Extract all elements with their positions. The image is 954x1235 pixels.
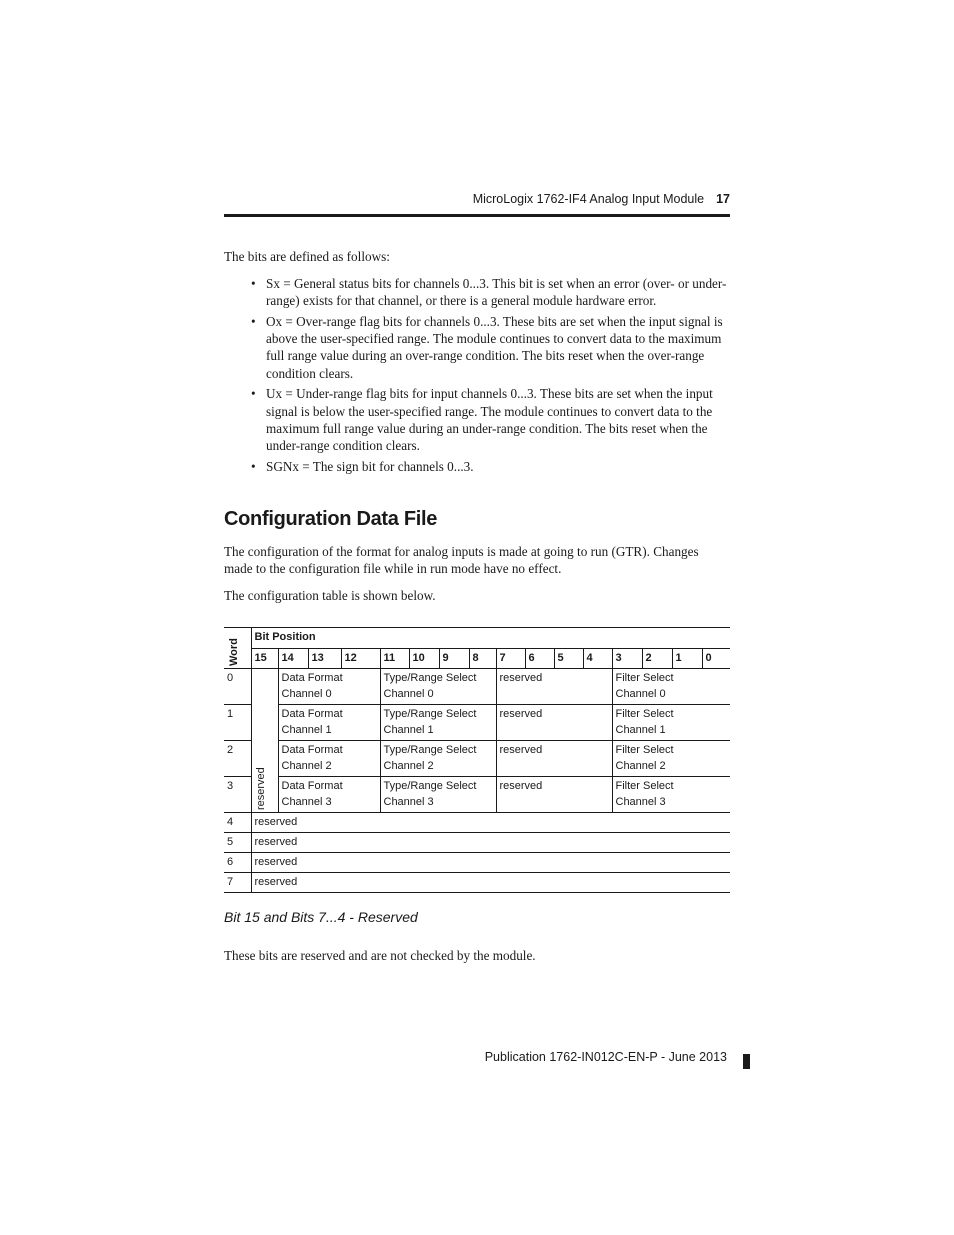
bit-header-15: 15 (251, 649, 278, 669)
table-row (224, 873, 730, 893)
table-row (224, 741, 730, 777)
list-item-text: SGNx = The sign bit for channels 0...3. (266, 458, 474, 474)
bit-header-8: 8 (469, 649, 496, 669)
bit15-reserved-cell: reserved (251, 669, 278, 813)
configuration-table (224, 627, 730, 893)
data-format-cell: Data Format Channel 1 (278, 705, 380, 741)
list-item-text: Sx = General status bits for channels 0...3. This bit is set when an error (over- or under-range) exists for that channel, or there is a general module hardware error. (266, 276, 727, 309)
publication-footer: Publication 1762-IN012C-EN-P - June 2013 (484, 1050, 727, 1064)
list-item-text: Ux = Under-range flag bits for input channels 0...3. These bits are set when the input signal is below the user-specified range. The module continues to convert data to the maximum full range value during an under-range condition. The bits reset when the under-range condition clears. (266, 386, 713, 454)
reserved-word-cell: reserved (251, 853, 730, 873)
section-paragraph: The configuration of the format for analog inputs is made at going to run (GTR). Changes made to the configuration file while in run mode have no effect. (224, 544, 699, 576)
bit-header-1: 1 (672, 649, 702, 669)
header-rule (224, 214, 730, 217)
bit-header-11: 11 (380, 649, 409, 669)
running-header (224, 192, 730, 210)
word-number: 1 (224, 705, 251, 741)
data-format-cell: Data Format Channel 0 (278, 669, 380, 705)
bit-header-14: 14 (278, 649, 308, 669)
data-format-cell: Data Format Channel 2 (278, 741, 380, 777)
bit-header-3: 3 (612, 649, 642, 669)
type-range-cell: Type/Range Select Channel 0 (380, 669, 496, 705)
filter-select-cell: Filter Select Channel 2 (612, 741, 730, 777)
word-column-header: Word (224, 628, 251, 669)
word-number: 2 (224, 741, 251, 777)
intro-text: The bits are defined as follows: (224, 249, 390, 264)
table-row (224, 777, 730, 813)
table-row (224, 853, 730, 873)
bullet-icon: • (251, 276, 256, 291)
subsection-paragraph: These bits are reserved and are not checked by the module. (224, 948, 536, 963)
reserved-bits-cell: reserved (496, 705, 612, 741)
bit-definition-list (224, 275, 730, 479)
bit-header-5: 5 (554, 649, 583, 669)
table-row (224, 813, 730, 833)
footer-edge-marker (743, 1054, 750, 1069)
bullet-icon: • (251, 314, 256, 329)
bullet-icon: • (251, 458, 256, 474)
list-item (224, 313, 730, 382)
filter-select-cell: Filter Select Channel 1 (612, 705, 730, 741)
data-format-cell: Data Format Channel 3 (278, 777, 380, 813)
table-row (224, 669, 730, 705)
bit-header-2: 2 (642, 649, 672, 669)
section-heading: Configuration Data File (224, 508, 438, 530)
subsection-heading: Bit 15 and Bits 7...4 - Reserved (224, 909, 418, 925)
bit-header-4: 4 (583, 649, 612, 669)
page-number: 17 (716, 192, 730, 206)
type-range-cell: Type/Range Select Channel 3 (380, 777, 496, 813)
reserved-word-cell: reserved (251, 873, 730, 893)
word-number: 7 (224, 873, 251, 893)
bit-header-7: 7 (496, 649, 525, 669)
type-range-cell: Type/Range Select Channel 1 (380, 705, 496, 741)
word-number: 4 (224, 813, 251, 833)
reserved-word-cell: reserved (251, 833, 730, 853)
bit-header-10: 10 (409, 649, 439, 669)
reserved-bits-cell: reserved (496, 777, 612, 813)
table-row (224, 833, 730, 853)
header-title: MicroLogix 1762-IF4 Analog Input Module (472, 192, 705, 206)
bullet-icon: • (251, 386, 256, 402)
bit-header-12: 12 (341, 649, 380, 669)
list-item (224, 275, 730, 309)
filter-select-cell: Filter Select Channel 3 (612, 777, 730, 813)
bit-header-13: 13 (308, 649, 341, 669)
table-row (224, 705, 730, 741)
word-number: 6 (224, 853, 251, 873)
section-paragraph-table-intro: The configuration table is shown below. (224, 588, 436, 603)
reserved-bits-cell: reserved (496, 669, 612, 705)
type-range-cell: Type/Range Select Channel 2 (380, 741, 496, 777)
list-item (224, 458, 730, 475)
reserved-word-cell: reserved (251, 813, 730, 833)
word-number: 0 (224, 669, 251, 705)
word-number: 3 (224, 777, 251, 813)
bit-position-header: Bit Position (251, 628, 730, 649)
filter-select-cell: Filter Select Channel 0 (612, 669, 730, 705)
list-item (224, 385, 730, 454)
reserved-bits-cell: reserved (496, 741, 612, 777)
bit-header-0: 0 (702, 649, 730, 669)
word-number: 5 (224, 833, 251, 853)
bit-header-9: 9 (439, 649, 469, 669)
bit-header-6: 6 (525, 649, 554, 669)
list-item-text: Ox = Over-range flag bits for channels 0...3. These bits are set when the input signal is above the user-specified range. The module continues to convert data to the maximum full range value during an over-range condition. The bits reset when the over-range condition clears. (266, 314, 723, 381)
